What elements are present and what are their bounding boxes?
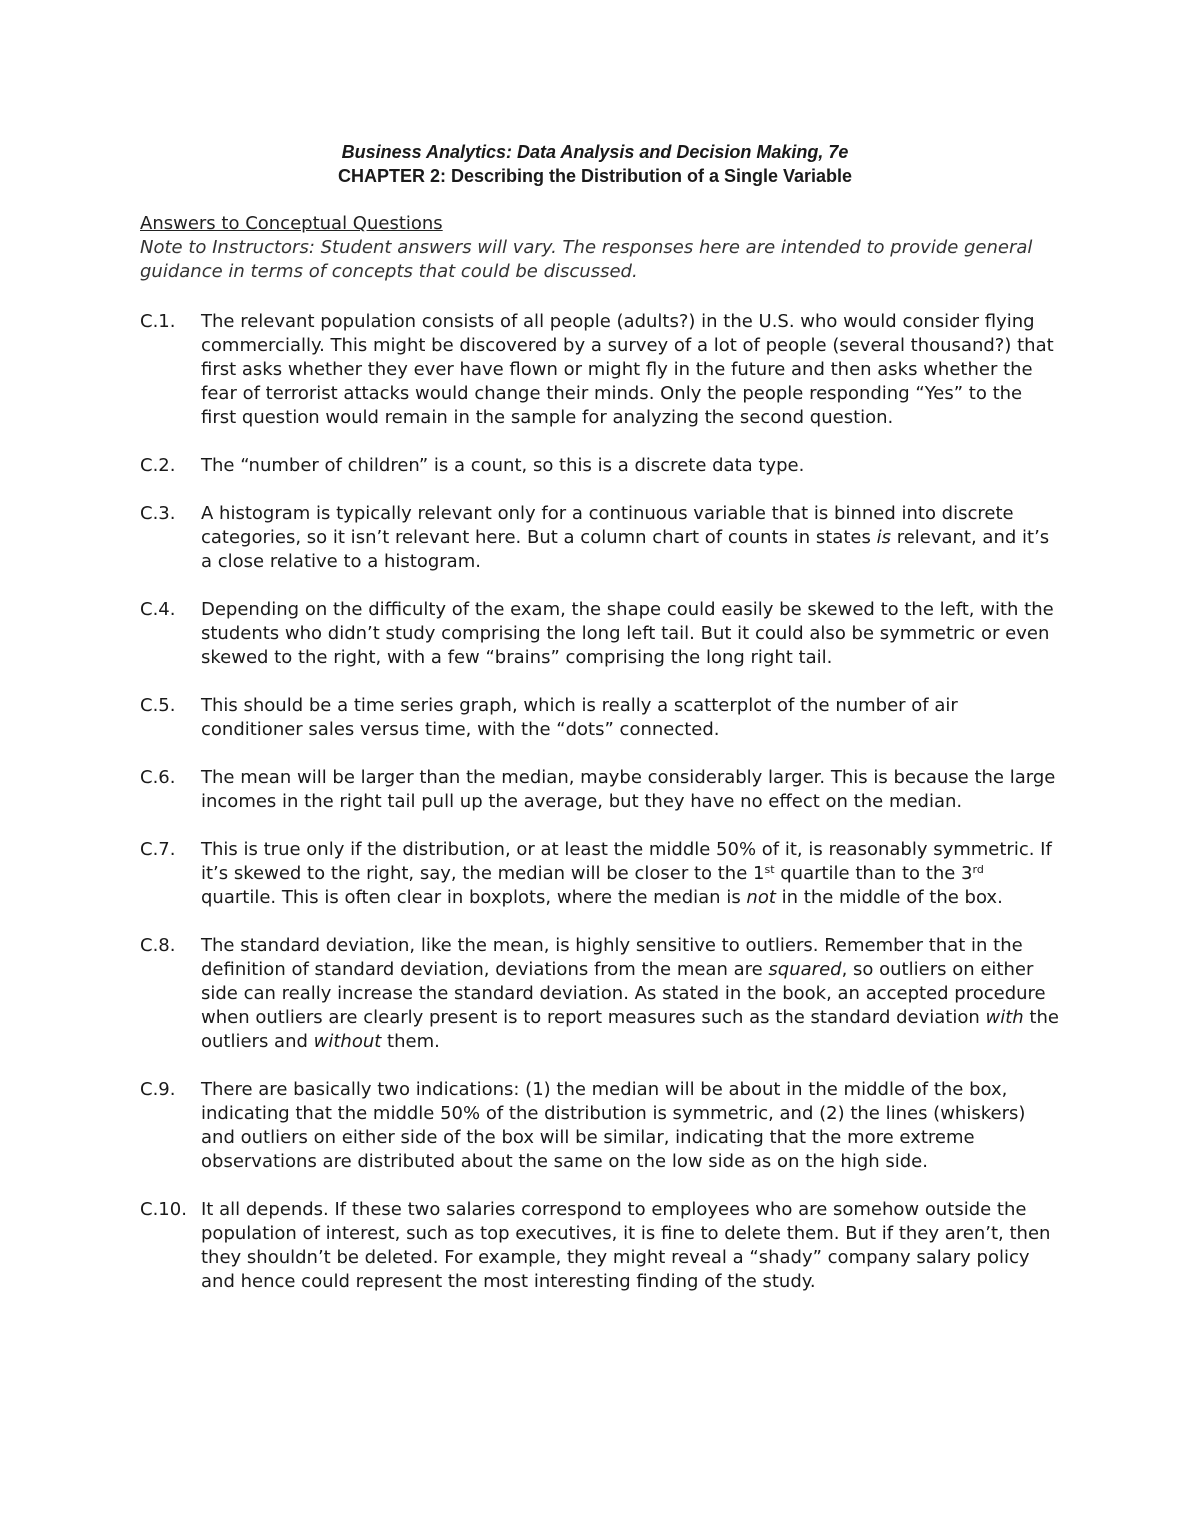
answer-item [140,1198,1060,1294]
answer-label: C.3. [140,503,176,524]
answer-item [140,766,1060,814]
emphasis-text: not [746,887,776,908]
answer-item [140,934,1060,1054]
answer-label: C.8. [140,935,176,956]
answer-text-segment: The relevant population consists of all people (adults?) in the U.S. who would consider flying commercially. This might be discovered by a survey of a lot of people (several thousand?) that first asks whether they ever have flown or might fly in the future and then asks whether the fear of terrorist attacks would change their minds. Only the people responding “Yes” to the first question would remain in the sample for analyzing the second question. [201,311,1054,428]
answer-text [201,310,1060,430]
superscript-text: rd [972,863,984,876]
answer-text-segment: them. [381,1031,440,1052]
answer-text-segment: relevant, and it’s a close relative to a histogram. [201,527,1050,572]
answer-item [140,598,1060,670]
answer-text [201,1198,1060,1294]
emphasis-text: with [985,1007,1024,1028]
answers-list [140,310,1060,1318]
answer-text-segment: The mean will be larger than the median, maybe considerably larger. This is because the large incomes in the right tail pull up the average, but they have no effect on the median. [201,767,1056,812]
answer-label: C.6. [140,767,176,788]
answer-text-segment: This should be a time series graph, which is really a scatterplot of the number of air conditioner sales versus time, with the “dots” connected. [201,695,958,740]
answer-text-segment: A histogram is typically relevant only for a continuous variable that is binned into discrete categories, so it isn’t relevant here. But a column chart of counts in states [201,503,1014,548]
answer-text [201,454,1060,478]
answer-text-segment: in the middle of the box. [775,887,1003,908]
answer-text-segment: The “number of children” is a count, so this is a discrete data type. [201,455,805,476]
answer-text-segment: The standard deviation, like the mean, is highly sensitive to outliers. Remember that in the definition of standard deviation, deviations from the mean are [201,935,1023,980]
answer-item [140,454,1060,478]
answer-label: C.5. [140,695,176,716]
title-block [0,140,1190,188]
answer-item [140,1078,1060,1174]
section-heading: Answers to Conceptual Questions [140,213,443,234]
superscript-text: st [764,863,775,876]
answer-text-segment: , so outliers on either side can really increase the standard deviation. As stated in the book, an accepted procedure when outliers are clearly present is to report measures such as the standard deviation [201,959,1046,1028]
emphasis-text: is [876,527,891,548]
answer-item [140,310,1060,430]
answer-label: C.1. [140,311,176,332]
answer-label: C.2. [140,455,176,476]
answer-text-segment: It all depends. If these two salaries correspond to employees who are somehow outside the population of interest, such as top executives, it is fine to delete them. But if they aren’t, then they shouldn’t be deleted. For example, they might reveal a “shady” company salary policy and hence could represent the most interesting finding of the study. [201,1199,1051,1292]
answer-text [201,598,1060,670]
answer-item [140,502,1060,574]
answer-text-segment: Depending on the difficulty of the exam, the shape could easily be skewed to the left, with the students who didn’t study comprising the long left tail. But it could also be symmetric or even skewed to the right, with a few “brains” comprising the long right tail. [201,599,1054,668]
answer-text-segment: There are basically two indications: (1) the median will be about in the middle of the box, indicating that the middle 50% of the distribution is symmetric, and (2) the lines (whiskers) and outliers on either side of the box will be similar, indicating that the more extreme observations are distributed about the same on the low side as on the high side. [201,1079,1026,1172]
emphasis-text: without [313,1031,382,1052]
chapter-title: CHAPTER 2: Describing the Distribution of a Single Variable [337,166,853,186]
book-title: Business Analytics: Data Analysis and Decision Making, 7e [341,142,849,162]
answer-text-segment: quartile than to the 3 [774,863,973,884]
answer-item [140,838,1060,910]
answer-label: C.10. [140,1199,187,1220]
answer-text [201,934,1060,1054]
answer-text-segment: quartile. This is often clear in boxplots, where the median is [201,887,747,908]
answer-item [140,694,1060,742]
instructor-note: Note to Instructors: Student answers will vary. The responses here are intended to provide general guidance in terms of concepts that could be discussed. [140,237,1033,282]
answer-text [201,838,1060,910]
answer-label: C.4. [140,599,176,620]
answer-text-segment: the outliers and [201,1007,1059,1052]
answer-text-segment: This is true only if the distribution, or at least the middle 50% of it, is reasonably symmetric. If it’s skewed to the right, say, the median will be closer to the 1 [201,839,1052,884]
emphasis-text: squared [768,959,842,980]
answer-text [201,766,1060,814]
answer-text [201,502,1060,574]
answer-text [201,694,1060,742]
answer-label: C.9. [140,1079,176,1100]
answer-label: C.7. [140,839,176,860]
answer-text [201,1078,1060,1174]
